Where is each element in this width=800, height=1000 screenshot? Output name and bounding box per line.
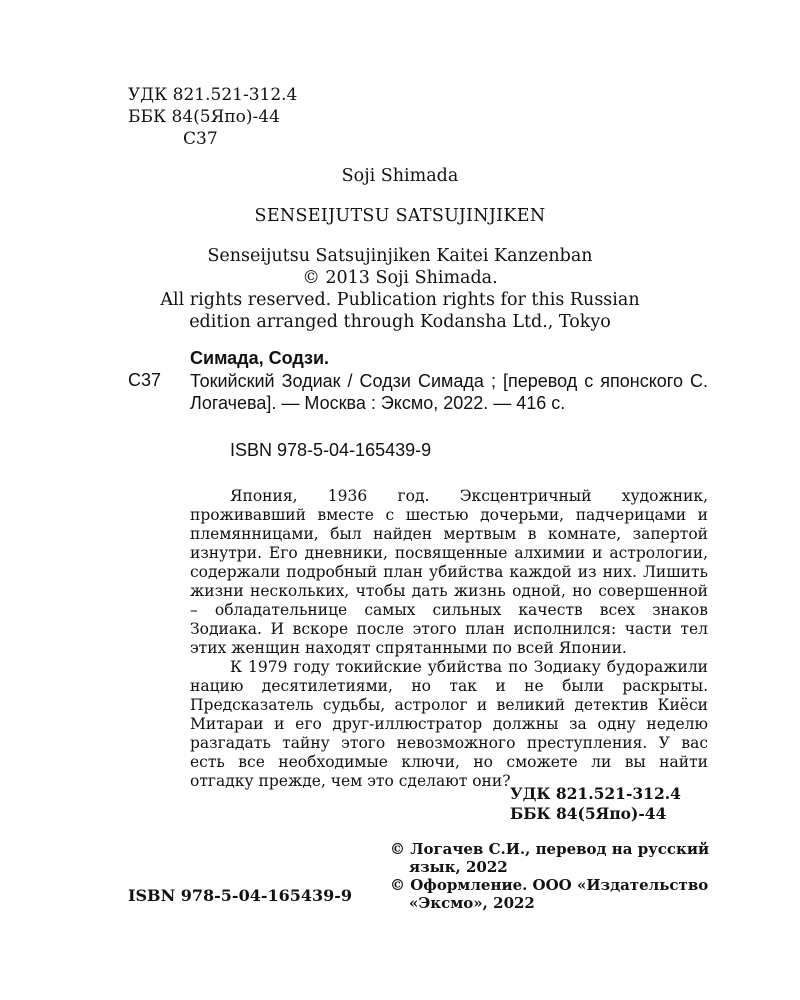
- original-edition-info: [128, 165, 672, 333]
- udk-code: УДК 821.521-312.4: [128, 85, 298, 105]
- copyright-notices: [390, 840, 720, 912]
- original-title: SENSEIJUTSU SATSUJINJIKEN: [254, 206, 546, 226]
- top-classification-codes: [128, 84, 297, 150]
- bottom-isbn: ISBN 978-5-04-165439-9: [128, 886, 353, 905]
- copyright-line: All rights reserved. Publication rights for this Russian: [160, 290, 640, 310]
- bottom-classification-codes: [510, 784, 681, 824]
- annotation-paragraph: Япония, 1936 год. Эксцентричный художник, проживавший вместе с шестью дочерьми, падчерицами и племянницами, был найден мертвым в комнате, запертой изнутри. Его дневники, посвященные алхимии и астрологии, содержали подробный план убийства каждой из них. Лишить жизни нескольких, чтобы дать жизнь одной, но совершенной – обладательнице самых сильных качеств всех знаков Зодиака. И вскоре после этого план исполнился: части тел этих женщин находят спрятанными по всей Японии.: [190, 487, 708, 657]
- design-copyright: © Оформление. ООО «Издательство «Эксмо», 2022: [390, 876, 709, 912]
- udk-code: УДК 821.521-312.4: [510, 784, 681, 803]
- copyright-line: edition arranged through Kodansha Ltd., Tokyo: [189, 312, 611, 332]
- author-mark: С37: [183, 129, 218, 149]
- annotation: [190, 487, 708, 791]
- original-copyright: [128, 245, 672, 333]
- original-author: Soji Shimada: [341, 166, 459, 186]
- bibliographic-author: Симада, Содзи.: [190, 348, 330, 368]
- bbk-code: ББК 84(5Япо)-44: [128, 107, 280, 127]
- isbn: ISBN 978-5-04-165439-9: [230, 440, 432, 460]
- bibliographic-mark: С37: [128, 370, 162, 390]
- bbk-code: ББК 84(5Япо)-44: [510, 804, 667, 823]
- copyright-line: Senseijutsu Satsujinjiken Kaitei Kanzenban: [207, 246, 593, 266]
- bibliographic-description: Токийский Зодиак / Содзи Симада ; [перевод с японского С. Логачева]. — Москва : Эксмо, 2022. — 416 с.: [190, 371, 708, 413]
- copyright-line: © 2013 Soji Shimada.: [302, 268, 498, 288]
- annotation-paragraph: К 1979 году токийские убийства по Зодиаку будоражили нацию десятилетиями, но так и не были раскрыты. Предсказатель судьбы, астролог и великий детектив Киёси Митараи и его друг-иллюстратор должны за одну неделю разгадать тайну этого невозможного преступления. У вас есть все необходимые ключи, но сможете ли вы найти отгадку прежде, чем это сделают они?: [190, 658, 708, 790]
- translation-copyright: © Логачев С.И., перевод на русский язык, 2022: [390, 840, 710, 876]
